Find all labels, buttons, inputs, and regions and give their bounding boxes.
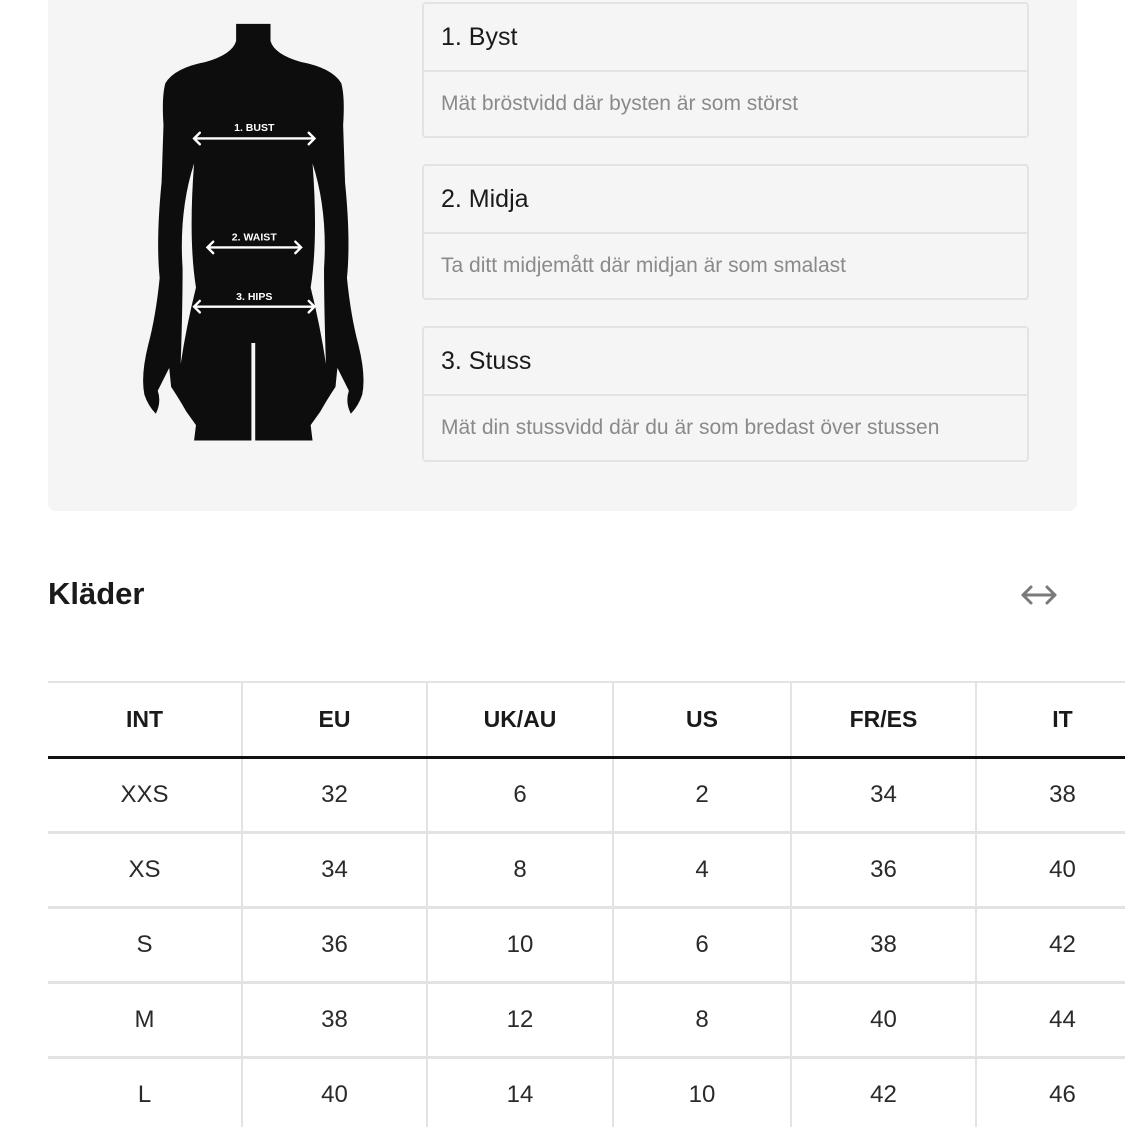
table-cell: XS [48, 832, 242, 907]
table-cell: 36 [791, 832, 976, 907]
table-cell: 8 [427, 832, 613, 907]
card-description: Mät din stussvidd där du är som bredast över stussen [441, 416, 940, 439]
table-cell: 14 [427, 1057, 613, 1127]
table-cell: L [48, 1057, 242, 1127]
table-cell: S [48, 907, 242, 982]
measurement-card-waist [422, 164, 1029, 300]
table-cell: 42 [791, 1057, 976, 1127]
table-cell: 34 [791, 757, 976, 832]
column-header-int: INT [48, 682, 242, 757]
figure-label-bust: 1. BUST [234, 121, 275, 134]
horizontal-scroll-button[interactable] [1018, 580, 1060, 610]
table-cell: 38 [976, 757, 1125, 832]
table-cell: 2 [613, 757, 791, 832]
table-cell: 42 [976, 907, 1125, 982]
table-cell: 8 [613, 982, 791, 1057]
column-header-us: US [613, 682, 791, 757]
size-conversion-table [48, 681, 1125, 1127]
table-row [48, 907, 1125, 982]
measurement-card-hips [422, 326, 1029, 462]
table-cell: 12 [427, 982, 613, 1057]
card-description: Ta ditt midjemått där midjan är som smalast [441, 254, 846, 277]
table-cell: 32 [242, 757, 427, 832]
table-cell: 36 [242, 907, 427, 982]
column-header-it: IT [976, 682, 1125, 757]
column-header-uk-au: UK/AU [427, 682, 613, 757]
card-title: 3. Stuss [424, 328, 1027, 396]
table-cell: 40 [242, 1057, 427, 1127]
card-description: Mät bröstvidd där bysten är som störst [441, 92, 799, 115]
left-right-arrow-icon [1018, 580, 1060, 610]
card-title: 2. Midja [424, 166, 1027, 234]
table-cell: 40 [791, 982, 976, 1057]
table-row [48, 757, 1125, 832]
column-header-fr-es: FR/ES [791, 682, 976, 757]
table-cell: 38 [242, 982, 427, 1057]
table-header-row [48, 682, 1125, 757]
table-cell: M [48, 982, 242, 1057]
body-measurement-figure [140, 20, 380, 450]
body-silhouette-icon [140, 20, 380, 450]
card-title: 1. Byst [424, 4, 1027, 72]
figure-label-hips: 3. HIPS [236, 290, 273, 303]
table-cell: 46 [976, 1057, 1125, 1127]
table-row [48, 1057, 1125, 1127]
table-row [48, 832, 1125, 907]
table-cell: 10 [427, 907, 613, 982]
table-row [48, 982, 1125, 1057]
measurement-card-bust [422, 2, 1029, 138]
table-cell: 40 [976, 832, 1125, 907]
table-cell: 10 [613, 1057, 791, 1127]
table-cell: 4 [613, 832, 791, 907]
table-cell: 38 [791, 907, 976, 982]
column-header-eu: EU [242, 682, 427, 757]
table-cell: 44 [976, 982, 1125, 1057]
section-title: Kläder [48, 576, 145, 611]
table-cell: 34 [242, 832, 427, 907]
table-cell: 6 [613, 907, 791, 982]
figure-label-waist: 2. WAIST [231, 231, 277, 244]
table-cell: 6 [427, 757, 613, 832]
table-cell: XXS [48, 757, 242, 832]
